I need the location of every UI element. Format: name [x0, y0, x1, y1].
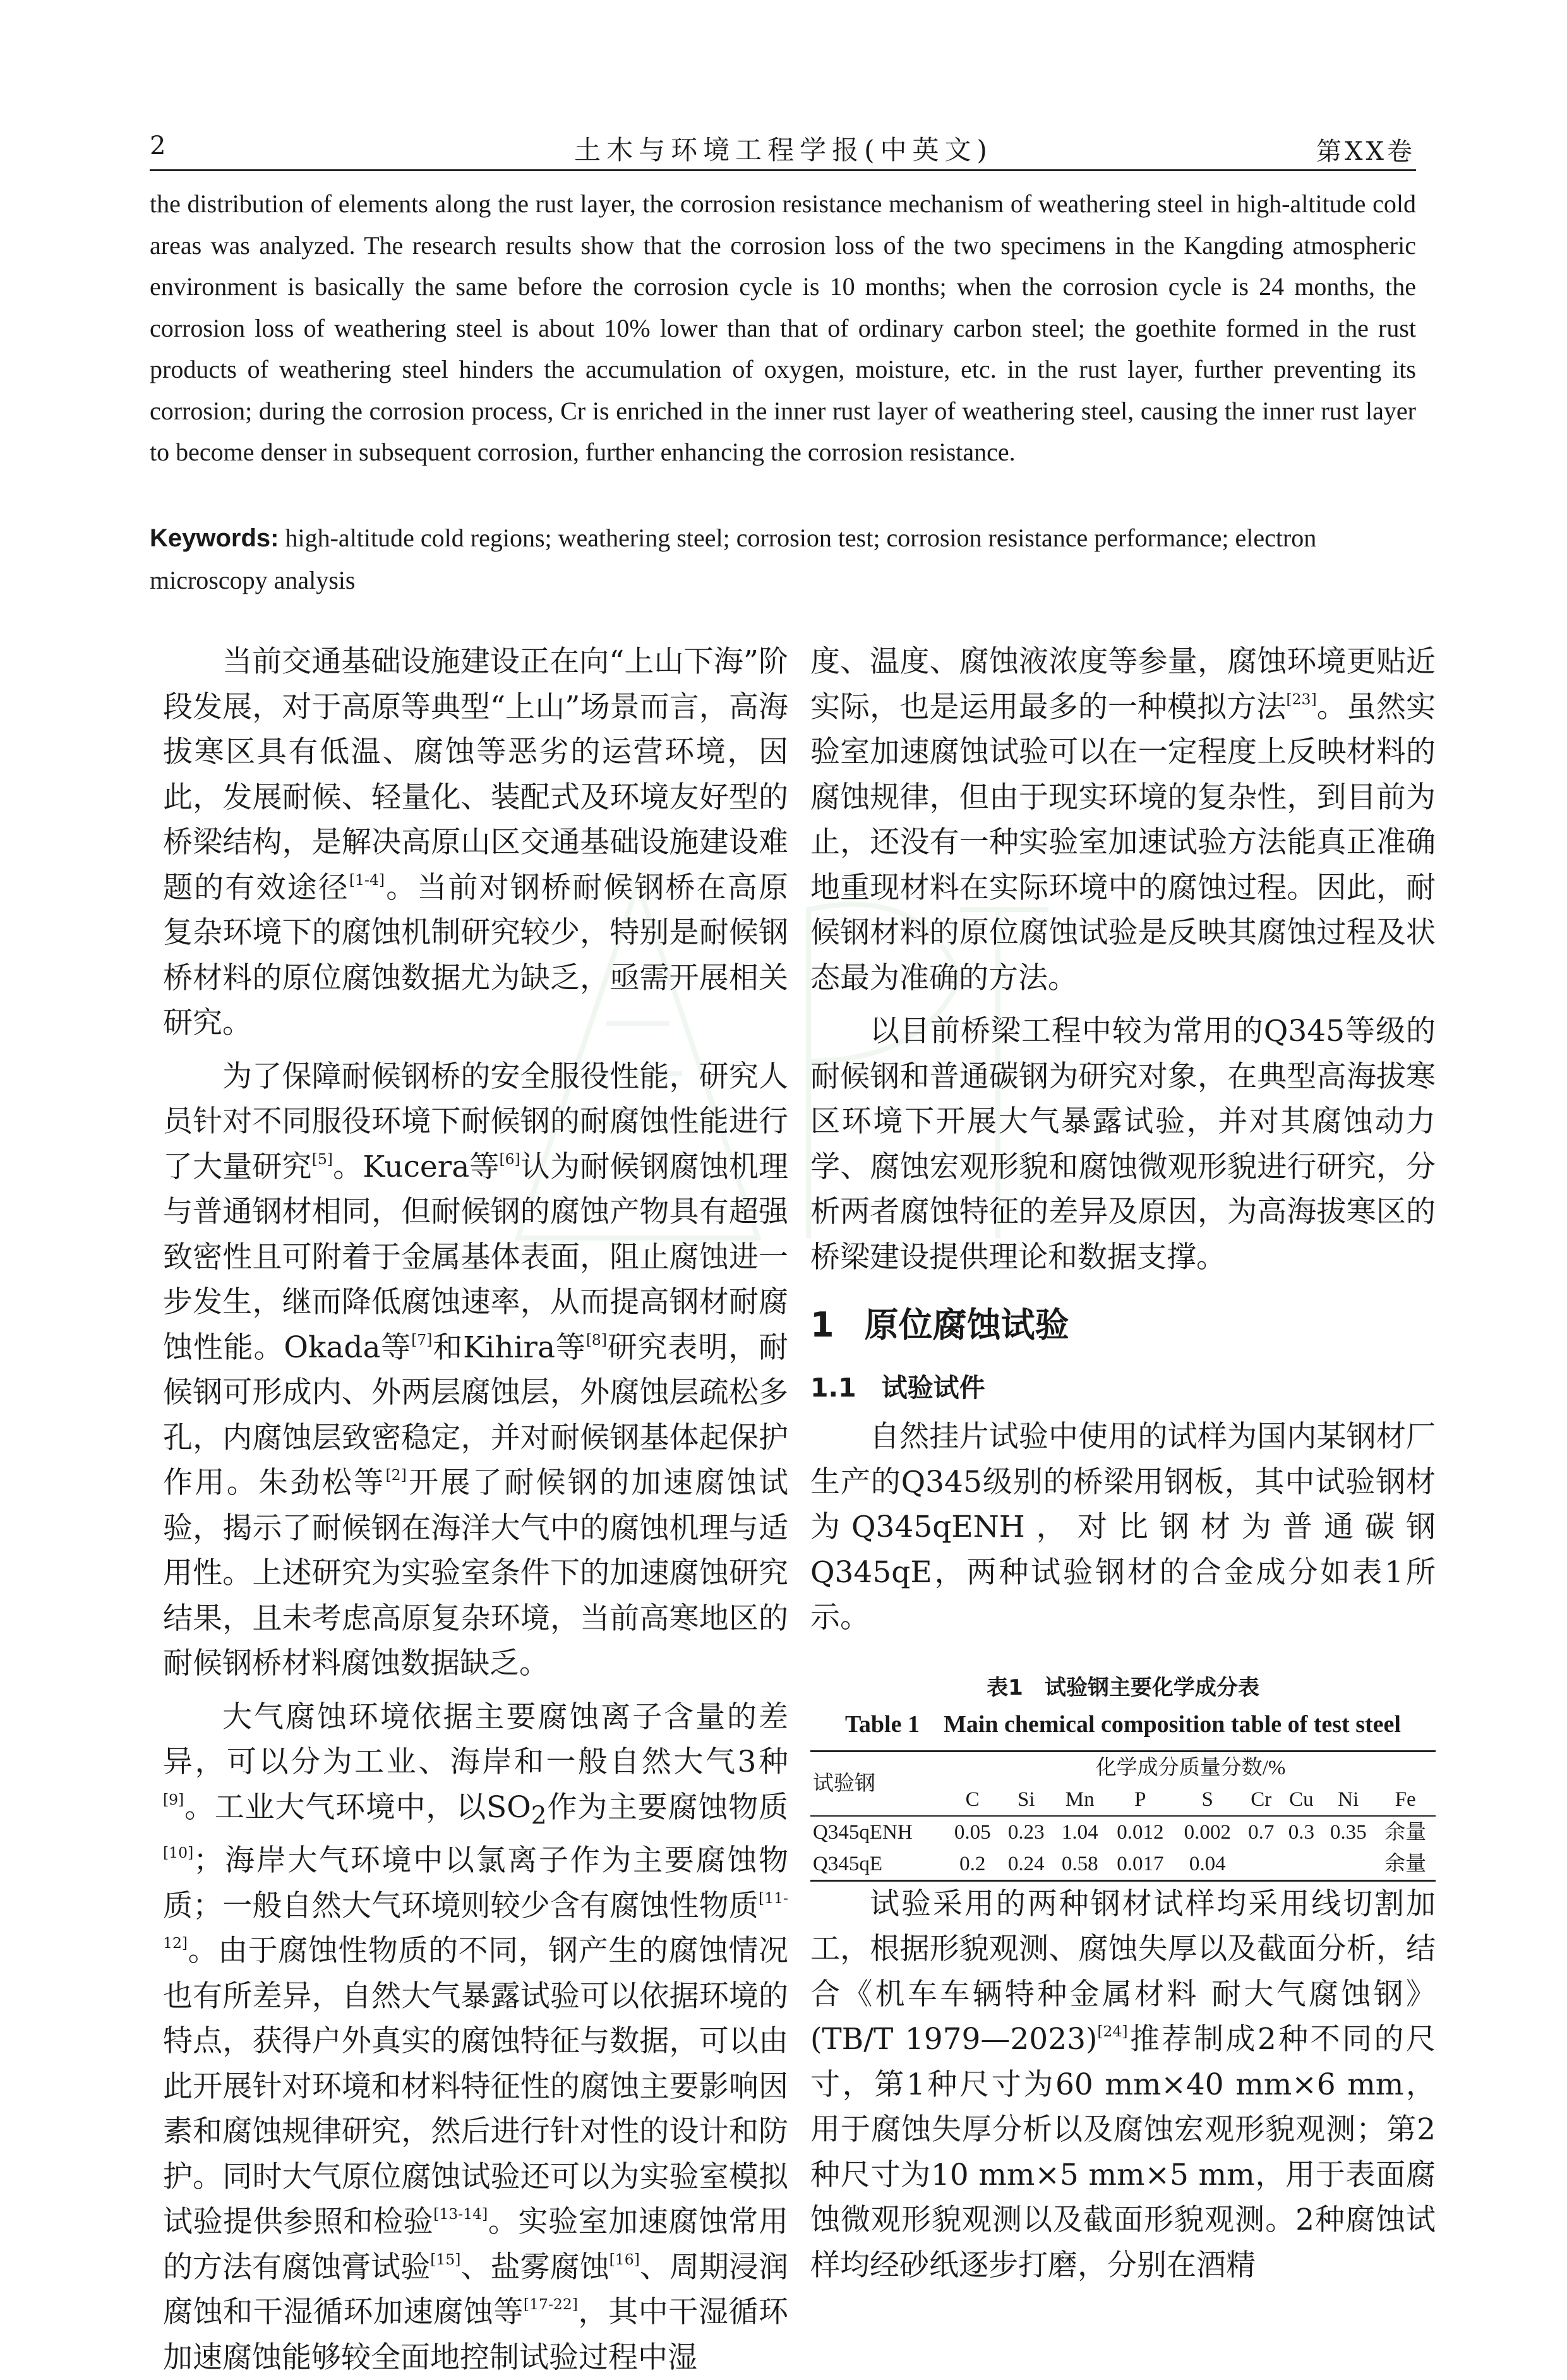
table-column-header: Ni	[1321, 1784, 1375, 1816]
table-cell: 0.58	[1053, 1848, 1107, 1881]
paragraph-preparation: 试验采用的两种钢材试样均采用线切割加工，根据形貌观测、腐蚀失厚以及截面分析，结合《机车车辆特种金属材料 耐大气腐蚀钢》(TB/T 1979—2023)[24]推荐制成2种不同的尺寸，第1种尺寸为60 mm×40 mm×6 mm，用于腐蚀失厚分析以及腐蚀宏观形貌观测；第2种尺寸为10 mm×5 mm×5 mm，用于表面腐蚀微观形貌观测以及截面形貌观测。2种腐蚀试样均经砂纸逐步打磨，分别在酒精	[810, 1882, 1436, 2288]
paragraph-intro-1: 当前交通基础设施建设正在向“上山下海”阶段发展，对于高原等典型“上山”场景而言，高海拔寒区具有低温、腐蚀等恶劣的运营环境，因此，发展耐候、轻量化、装配式及环境友好型的桥梁结构，是解决高原山区交通基础设施建设难题的有效途径[1-4]。当前对钢桥耐候钢桥在高原复杂环境下的腐蚀机制研究较少，特别是耐候钢桥材料的原位腐蚀数据尤为缺乏，亟需开展相关研究。	[163, 639, 788, 1046]
table-cell: 0.04	[1174, 1848, 1241, 1881]
table-column-header: Si	[999, 1784, 1053, 1816]
keywords-line	[150, 517, 1416, 601]
citation: [24]	[1097, 2022, 1127, 2040]
table-column-header: Cr	[1241, 1784, 1282, 1816]
paragraph-specimens: 自然挂片试验中使用的试样为国内某钢材厂生产的Q345级别的桥梁用钢板，其中试验钢材为Q345qENH，对比钢材为普通碳钢Q345qE，两种试验钢材的合金成分如表1所示。	[810, 1414, 1436, 1640]
header-rule	[150, 169, 1416, 171]
table-caption-zh: 表1 试验钢主要化学成分表	[810, 1669, 1436, 1706]
paragraph-intro-2: 为了保障耐候钢桥的安全服役性能，研究人员针对不同服役环境下耐候钢的耐腐蚀性能进行了大量研究[5]。Kucera等[6]认为耐候钢腐蚀机理与普通钢材相同，但耐候钢的腐蚀产物具有超强致密性且可附着于金属基体表面，阻止腐蚀进一步发生，继而降低腐蚀速率，从而提高钢材耐腐蚀性能。Okada等[7]和Kihira等[8]研究表明，耐候钢可形成内、外两层腐蚀层，外腐蚀层疏松多孔，内腐蚀层致密稳定，并对耐候钢基体起保护作用。朱劲松等[2]开展了耐候钢的加速腐蚀试验，揭示了耐候钢在海洋大气中的腐蚀机理与适用性。上述研究为实验室条件下的加速腐蚀研究结果，且未考虑高原复杂环境，当前高寒地区的耐候钢桥材料腐蚀数据缺乏。	[163, 1054, 788, 1686]
table-column-header: C	[946, 1784, 999, 1816]
chemical-composition-table	[810, 1750, 1436, 1882]
body-column-left	[163, 639, 788, 2380]
table-cell-steel: Q345qE	[810, 1848, 946, 1881]
table-cell: 0.002	[1174, 1816, 1241, 1848]
citation: [8]	[586, 1331, 607, 1349]
table-cell: 0.2	[946, 1848, 999, 1881]
citation: [7]	[411, 1331, 432, 1349]
table-column-header: Mn	[1053, 1784, 1107, 1816]
table-column-header: S	[1174, 1784, 1241, 1816]
citation: [1-4]	[349, 871, 385, 889]
citation: [2]	[385, 1466, 406, 1484]
table-cell: 0.35	[1321, 1816, 1375, 1848]
table-cell	[1241, 1848, 1282, 1881]
section-heading-1-1: 1.1 试验试件	[810, 1366, 1436, 1411]
citation: [13-14]	[433, 2205, 488, 2223]
body-column-right	[810, 639, 1436, 2288]
table-column-header: P	[1107, 1784, 1174, 1816]
table-header-group: 化学成分质量分数/%	[946, 1751, 1436, 1784]
citation: [10]	[163, 1844, 193, 1861]
table-row	[810, 1816, 1436, 1848]
table-cell: 0.3	[1282, 1816, 1322, 1848]
table-header-spec: 试验钢	[810, 1751, 946, 1816]
citation: [5]	[312, 1150, 333, 1168]
table-cell: 0.23	[999, 1816, 1053, 1848]
abstract-english: the distribution of elements along the rust layer, the corrosion resistance mechanism of weathering steel in high-altitude cold areas was analyzed. The research results show that the corrosion loss of the two specimens in the Kangding atmospheric environment is basically the same before the corrosion cycle is 10 months; when the corrosion cycle is 24 months, the corrosion loss of weathering steel is about 10% lower than that of ordinary carbon steel; the goethite formed in the rust products of weathering steel hinders the accumulation of oxygen, moisture, etc. in the rust layer, further preventing its corrosion; during the corrosion process, Cr is enriched in the inner rust layer of weathering steel, causing the inner rust layer to become denser in subsequent corrosion, further enhancing the corrosion resistance.	[150, 183, 1416, 473]
journal-title: 土木与环境工程学报(中英文)	[0, 129, 1567, 167]
table-cell: 余量	[1375, 1848, 1436, 1881]
citation: [11-12]	[163, 1889, 788, 1952]
keywords-label: Keywords:	[150, 524, 279, 552]
paragraph-intro-3-cont: 度、温度、腐蚀液浓度等参量，腐蚀环境更贴近实际，也是运用最多的一种模拟方法[23]。虽然实验室加速腐蚀试验可以在一定程度上反映材料的腐蚀规律，但由于现实环境的复杂性，到目前为止，还没有一种实验室加速试验方法能真正准确地重现材料在实际环境中的腐蚀过程。因此，耐候钢材料的原位腐蚀试验是反映其腐蚀过程及状态最为准确的方法。	[810, 639, 1436, 1001]
keywords-text: high-altitude cold regions; weathering steel; corrosion test; corrosion resistance performance; electron microscopy analysis	[150, 524, 1316, 594]
citation: [15]	[430, 2251, 460, 2268]
subscript: 2	[531, 1801, 547, 1830]
table-body	[810, 1816, 1436, 1881]
page-number: 2	[150, 131, 165, 160]
table-cell: 0.7	[1241, 1816, 1282, 1848]
citation: [6]	[500, 1150, 520, 1168]
citation: [9]	[163, 1791, 184, 1808]
table-column-header: Fe	[1375, 1784, 1436, 1816]
table-caption-en: Table 1 Main chemical composition table of test steel	[810, 1706, 1436, 1743]
table-cell-steel: Q345qENH	[810, 1816, 946, 1848]
table-cell: 余量	[1375, 1816, 1436, 1848]
table-cell	[1282, 1848, 1322, 1881]
table-cell: 0.017	[1107, 1848, 1174, 1881]
paragraph-intro-3: 大气腐蚀环境依据主要腐蚀离子含量的差异，可以分为工业、海岸和一般自然大气3种[9]。工业大气环境中，以$SO_2$作为主要腐蚀物质[10]；海岸大气环境中以氯离子作为主要腐蚀物质；一般自然大气环境则较少含有腐蚀性物质[11-12]。由于腐蚀性物质的不同，钢产生的腐蚀情况也有所差异，自然大气暴露试验可以依据环境的特点，获得户外真实的腐蚀特征与数据，可以由此开展针对环境和材料特征性的腐蚀主要影响因素和腐蚀规律研究，然后进行针对性的设计和防护。同时大气原位腐蚀试验还可以为实验室模拟试验提供参照和检验[13-14]。实验室加速腐蚀常用的方法有腐蚀膏试验[15]、盐雾腐蚀[16]、周期浸润腐蚀和干湿循环加速腐蚀等[17-22]，其中干湿循环加速腐蚀能够较全面地控制试验过程中湿	[163, 1695, 788, 2380]
table-cell: 0.012	[1107, 1816, 1174, 1848]
table-cell: 0.05	[946, 1816, 999, 1848]
table-cell: 0.24	[999, 1848, 1053, 1881]
citation: [16]	[609, 2251, 640, 2268]
paragraph-intro-4: 以目前桥梁工程中较为常用的Q345等级的耐候钢和普通碳钢为研究对象，在典型高海拔寒区环境下开展大气暴露试验，并对其腐蚀动力学、腐蚀宏观形貌和腐蚀微观形貌进行研究，分析两者腐蚀特征的差异及原因，为高海拔寒区的桥梁建设提供理论和数据支撑。	[810, 1009, 1436, 1280]
section-heading-1: 1 原位腐蚀试验	[810, 1302, 1436, 1348]
citation: [17-22]	[524, 2295, 578, 2313]
citation: [23]	[1286, 690, 1316, 708]
volume-label: 第XX卷	[1316, 131, 1415, 167]
table-cell: 1.04	[1053, 1816, 1107, 1848]
table-column-header: Cu	[1282, 1784, 1322, 1816]
table-row	[810, 1848, 1436, 1881]
table-cell	[1321, 1848, 1375, 1881]
